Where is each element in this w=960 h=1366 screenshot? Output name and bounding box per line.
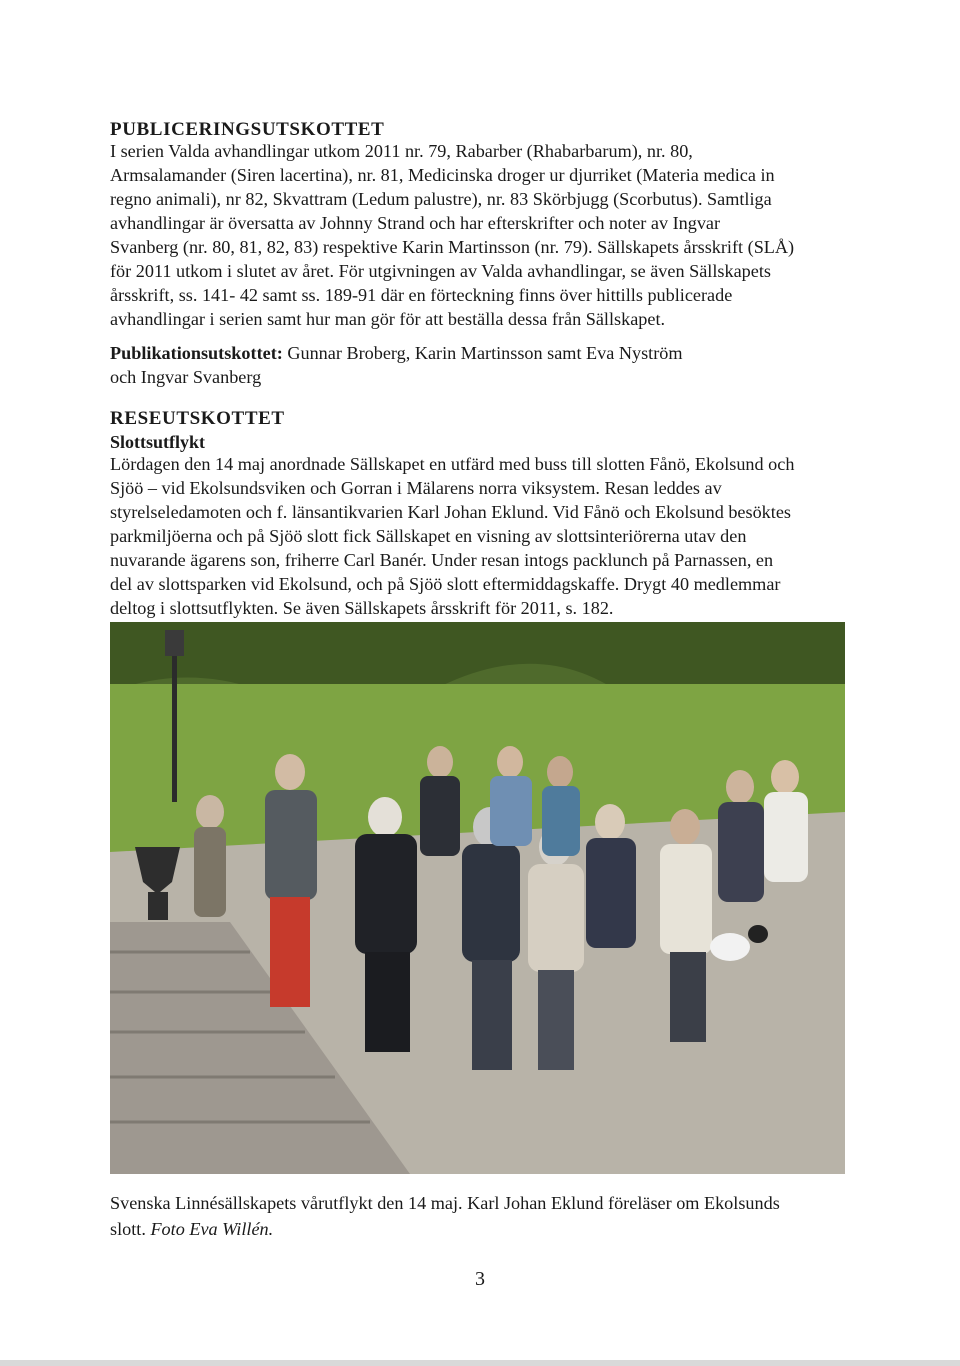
rese-paragraph <box>110 452 845 620</box>
caption-line <box>110 1216 845 1242</box>
scan-edge <box>0 1360 960 1366</box>
photo-caption <box>110 1190 845 1242</box>
photo-person <box>726 770 754 804</box>
section-heading-rese: RESEUTSKOTTET <box>110 408 285 429</box>
photo-person <box>528 864 584 972</box>
photo-person <box>365 952 410 1052</box>
caption-line: Svenska Linnésällskapets vårutflykt den 14 maj. Karl Johan Eklund föreläser om Ekolsunds <box>110 1193 780 1213</box>
paragraph-line: Lördagen den 14 maj anordnade Sällskapet en utfärd med buss till slotten Fånö, Ekolsund och <box>110 454 795 474</box>
group-photo <box>110 622 845 1174</box>
paragraph-line: avhandlingar i serien samt hur man gör för att beställa dessa från Sällskapet. <box>110 309 666 329</box>
photo-person <box>595 804 625 840</box>
photo-person <box>275 754 305 790</box>
photo-person <box>538 970 574 1070</box>
caption-prefix: slott. <box>110 1219 151 1239</box>
photo-person <box>748 925 768 943</box>
photo-person <box>586 838 636 948</box>
committee-members: Gunnar Broberg, Karin Martinsson samt Eva Nyström <box>282 343 683 363</box>
photo-lamp <box>165 630 184 656</box>
paragraph-line: styrelseledamoten och f. länsantikvarien Karl Johan Eklund. Vid Fånö och Ekolsund besöktes <box>110 502 791 522</box>
committee-line <box>110 341 845 365</box>
photo-person <box>764 792 808 882</box>
paragraph-line: del av slottsparken vid Ekolsund, och på Sjöö slott eftermiddagskaffe. Drygt 40 medlemmar <box>110 574 781 594</box>
photo-person <box>355 834 417 954</box>
paragraph-line: Svanberg (nr. 80, 81, 82, 83) respektive Karin Martinsson (nr. 79). Sällskapets årsskrift (SLÅ) <box>110 237 795 257</box>
section-heading-publicering: PUBLICERINGSUTSKOTTET <box>110 119 385 140</box>
paragraph-line: Sjöö – vid Ekolsundsviken och Gorran i Mälarens norra viksystem. Resan leddes av <box>110 478 722 498</box>
photo-person <box>265 790 317 900</box>
committee-label: Publikationsutskottet: <box>110 343 283 363</box>
photo-person <box>660 844 712 954</box>
photo-person <box>472 960 512 1070</box>
page-number: 3 <box>475 1268 485 1290</box>
paragraph-line: deltog i slottsutflykten. Se även Sällskapets årsskrift för 2011, s. 182. <box>110 598 614 618</box>
photo-lamp-post <box>172 632 177 802</box>
paragraph-line: Armsalamander (Siren lacertina), nr. 81, Medicinska droger ur djurriket (Materia medica in <box>110 165 775 185</box>
photo-person <box>368 797 402 837</box>
subheading-slottsutflykt: Slottsutflykt <box>110 432 206 452</box>
paragraph-line: parkmiljöerna och på Sjöö slott fick Sällskapet en visning av slottsinteriörerna utav den <box>110 526 747 546</box>
photo-person <box>270 897 310 1007</box>
photo-person <box>542 786 580 856</box>
photo-person <box>194 827 226 917</box>
photo-person <box>670 952 706 1042</box>
photo-urn-base <box>148 892 168 920</box>
paragraph-line: I serien Valda avhandlingar utkom 2011 nr. 79, Rabarber (Rhabarbarum), nr. 80, <box>110 141 693 161</box>
photo-person <box>490 776 532 846</box>
photo-person <box>462 844 520 962</box>
photo-person <box>196 795 224 829</box>
photo-credit: Foto Eva Willén. <box>150 1219 274 1239</box>
paragraph-line: nuvarande ägarens son, friherre Carl Banér. Under resan intogs packlunch på Parnassen, en <box>110 550 774 570</box>
group-photo-illustration <box>110 622 845 1174</box>
paragraph-line: regno animali), nr 82, Skvattram (Ledum palustre), nr. 83 Skörbjugg (Scorbutus). Samtliga <box>110 189 772 209</box>
photo-person <box>497 746 523 778</box>
committee-line: och Ingvar Svanberg <box>110 367 262 387</box>
paragraph-line: för 2011 utkom i slutet av året. För utgivningen av Valda avhandlingar, se även Sällskapets <box>110 261 771 281</box>
committee-paragraph <box>110 341 845 389</box>
paragraph-line: avhandlingar är översatta av Johnny Strand och har efterskrifter och noter av Ingvar <box>110 213 721 233</box>
photo-person <box>771 760 799 794</box>
photo-person <box>547 756 573 788</box>
photo-person <box>427 746 453 778</box>
paragraph-line: årsskrift, ss. 141- 42 samt ss. 189-91 där en förteckning finns över hittills publicerade <box>110 285 733 305</box>
photo-person <box>710 933 750 961</box>
publicering-paragraph <box>110 139 845 331</box>
photo-person <box>670 809 700 845</box>
photo-person <box>420 776 460 856</box>
photo-person <box>718 802 764 902</box>
